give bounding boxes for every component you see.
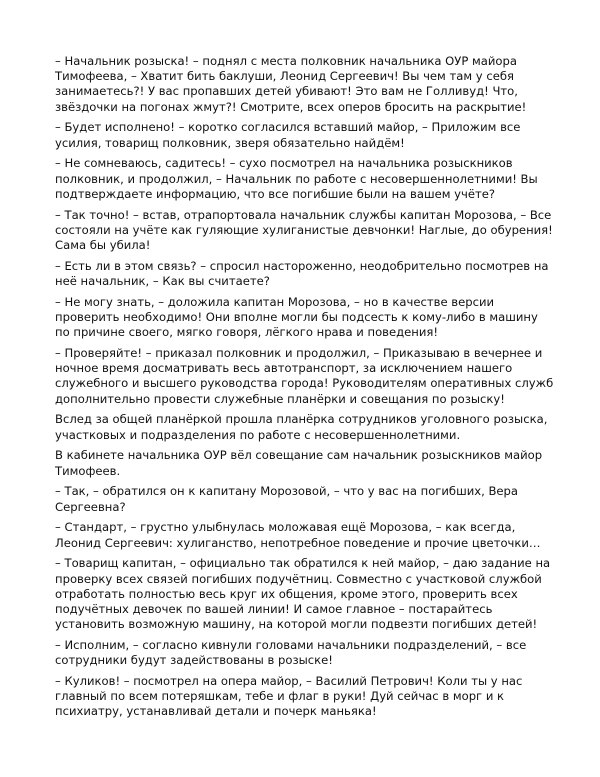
paragraph-colonel-order: – Проверяйте! – приказал полковник и продолжил, – Приказываю в вечернее и ночное время досматривать весь автотранспорт, за исключением нашего служебного и высшего руководства города! Руководителям оперативных служб дополнительно провести служебные планёрки и совещания по розыску!	[55, 346, 554, 406]
paragraph-major-question: – Так, – обратился он к капитану Морозовой, – что у вас на погибших, Вера Сергеевна?	[55, 484, 519, 514]
paragraph-planning-meeting: Вслед за общей планёркой прошла планёрка сотрудников уголовного розыска, участковых и подразделения по работе с несовершеннолетними.	[55, 412, 548, 442]
paragraph-connection-question: – Есть ли в этом связь? – спросил настороженно, неодобрительно посмотрев на неё начальник, – Как вы считаете?	[55, 258, 549, 289]
paragraph-morozova-version: – Не могу знать, – доложила капитан Морозова, – но в качестве версии проверить необходимо! Они вполне могли бы подсесть к кому-либо в машину по причине своего, мягко говоря, лёгкого нрава и поведения!	[55, 294, 538, 340]
paragraph-major-reply: – Будет исполнено! – коротко согласился вставший майор, – Приложим все усилия, товарищ полковник, зверя обязательно найдём!	[55, 120, 521, 150]
paragraph-chiefs-agree: – Исполним, – согласно кивнули головами начальники подразделений, – все сотрудники будут задействованы в розыске!	[55, 638, 527, 668]
paragraph-morozova-standard: – Стандарт, – грустно улыбнулась моложавая ещё Морозова, – как всегда, Леонид Сергеевич: хулиганство, непотребное поведение и прочие цветочки…	[55, 520, 541, 550]
paragraph-major-assignment: – Товарищ капитан, – официально так обратился к ней майор, – даю задание на проверку всех связей погибших подучётниц. Совместно с участковой службой отработать полностью весь круг их общения, кроме этого, проверить всех подучётных девочек по вашей линии! И самое главное – постарайтесь установить возможную машину, на которой могли подвезти погибших детей!	[55, 556, 551, 632]
document-page	[55, 54, 555, 725]
paragraph-colonel-to-chief: – Начальник розыска! – поднял с места полковник начальника ОУР майора Тимофеева, – Хватит бить баклуши, Леонид Сергеевич! Вы чем там у себя занимаетесь?! У вас пропавших детей убивают! Это вам не Голливуд! Что, звёздочки на погонах жмут?! Смотрите, всех оперов бросить на раскрытие!	[55, 54, 527, 114]
paragraph-morozova-report: – Так точно! – встав, отрапортовала начальник службы капитан Морозова, – Все состояли на учёте как гуляющие хулиганистые девчонки! Наглые, до обурения! Сама бы убила!	[55, 207, 553, 253]
paragraph-kulikov-order: – Куликов! – посмотрел на опера майор, – Василий Петрович! Коли ты у нас главный по всем потеряшкам, тебе и флаг в руки! Дуй сейчас в морг и к психиатру, устанавливай детали и почерк маньяка!	[55, 674, 523, 719]
paragraph-colonel-to-juvenile-chief: – Не сомневаюсь, садитесь! – сухо посмотрел на начальника розыскников полковник, и продолжил, – Начальник по работе с несовершеннолетними! Вы подтверждаете информацию, что все погибшие были на вашем учёте?	[55, 156, 538, 201]
paragraph-office-meeting: В кабинете начальника ОУР вёл совещание сам начальник розыскников майор Тимофеев.	[55, 448, 543, 478]
